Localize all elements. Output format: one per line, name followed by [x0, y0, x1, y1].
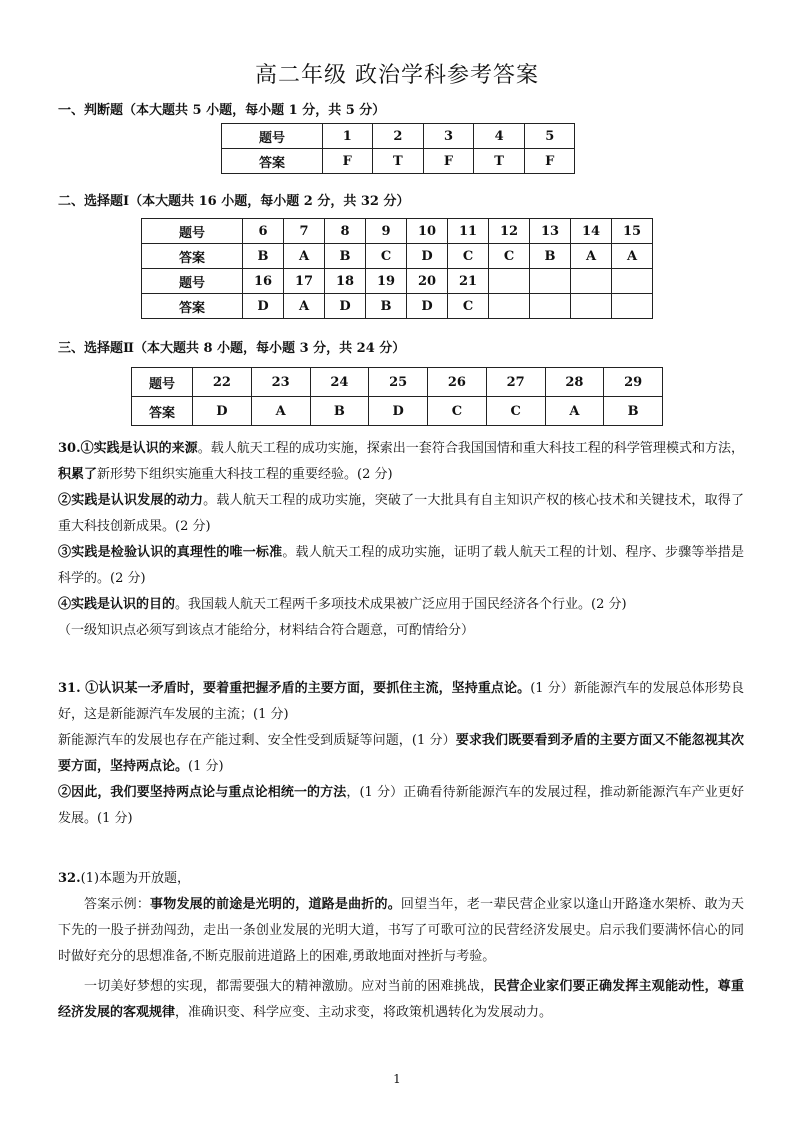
q30-point-1-text2: 新形势下组织实施重大科技工程的重要经验。(2 分) [97, 467, 393, 482]
empty-cell [530, 294, 571, 319]
answer-cell: D [325, 294, 366, 319]
q31-point-2-key: 要求我们既要看到矛盾的主要方面又不能忽视其次要方面，坚持两点论。 [58, 733, 744, 774]
page-title: 高二年级 政治学科参考答案 [255, 63, 539, 88]
question-number: 26 [428, 368, 487, 397]
q30-point-1 [58, 436, 744, 488]
row-label: 答案 [142, 294, 243, 319]
q30-point-1-key: 30.①实践是认识的来源 [58, 441, 198, 456]
answer-cell: F [525, 149, 575, 174]
empty-cell [612, 294, 653, 319]
q30-point-2-key: ②实践是认识发展的动力 [58, 493, 204, 508]
question-number: 22 [193, 368, 252, 397]
table-row [132, 397, 663, 426]
answer-cell: D [369, 397, 428, 426]
q30-point-1-key2: 积累了 [58, 467, 98, 482]
empty-cell [612, 269, 653, 294]
question-number: 5 [525, 124, 575, 149]
question-number: 17 [284, 269, 325, 294]
q31-point-3-key: ②因此，我们要坚持两点论与重点论相统一的方法 [58, 785, 347, 800]
answer-cell: C [448, 244, 489, 269]
q31-point-2-score: (1 分) [188, 759, 224, 774]
question-number: 10 [407, 219, 448, 244]
question-number: 2 [372, 124, 424, 149]
question-number: 23 [251, 368, 310, 397]
question-number: 21 [448, 269, 489, 294]
table-row [142, 244, 653, 269]
row-label: 答案 [142, 244, 243, 269]
empty-cell [489, 269, 530, 294]
section3-table [131, 367, 663, 426]
q31-point-3-text: ，(1 分）正确看待新能源汽车的发展过程，推动新能源汽车产业更好发展。(1 分) [58, 785, 744, 826]
question-number: 15 [612, 219, 653, 244]
question-number: 9 [366, 219, 407, 244]
q32-conclusion-text: 一切美好梦想的实现，都需要强大的精神激励。应对当前的困难挑战， [84, 979, 494, 994]
q32-example [58, 892, 744, 970]
table-row [142, 294, 653, 319]
answer-cell: D [407, 294, 448, 319]
answer-cell: C [486, 397, 545, 426]
q30-point-2-text: 。载人航天工程的成功实施，突破了一大批具有自主知识产权的核心技术和关键技术，取得了重大科技创新成果。(2 分) [58, 493, 744, 534]
answer-cell: B [310, 397, 369, 426]
answer-cell: A [545, 397, 604, 426]
question-number: 18 [325, 269, 366, 294]
answer-cell: C [428, 397, 487, 426]
table-row [142, 269, 653, 294]
q30-answer [58, 436, 744, 644]
answer-cell: B [530, 244, 571, 269]
section2-heading: 二、选择题Ⅰ（本大题共 16 小题，每小题 2 分，共 32 分） [58, 194, 410, 209]
question-number: 12 [489, 219, 530, 244]
q32-conclusion-key: 民营企业家们要正确发挥主观能动性，尊重经济发展的客观规律 [58, 979, 744, 1020]
q32-intro [58, 866, 744, 892]
question-number: 19 [366, 269, 407, 294]
answer-cell: A [284, 244, 325, 269]
answer-cell: C [448, 294, 489, 319]
q32-conclusion-text2: ，准确识变、科学应变、主动求变，将政策机遇转化为发展动力。 [175, 1005, 553, 1020]
q32-example-text: 回望当年，老一辈民营企业家以逢山开路逢水架桥、敢为天下先的一股子拼劲闯劲，走出一条创业发展的光明大道，书写了可歌可泣的民营经济发展史。启示我们要满怀信心的同时做好充分的思想准备,不断克服前进道路上的困难,勇敢地面对挫折与考验。 [58, 897, 744, 964]
q30-point-4-text: 。我国载人航天工程两千多项技术成果被广泛应用于国民经济各个行业。(2 分) [175, 597, 627, 612]
table-row [222, 149, 575, 174]
question-number: 16 [243, 269, 284, 294]
answer-cell: B [325, 244, 366, 269]
q30-note: （一级知识点必须写到该点才能给分，材料结合符合题意，可酌情给分） [58, 623, 475, 638]
answer-cell: C [489, 244, 530, 269]
question-number: 27 [486, 368, 545, 397]
question-number: 14 [571, 219, 612, 244]
q30-point-3-key: ③实践是检验认识的真理性的唯一标准 [58, 545, 283, 560]
table-row [132, 368, 663, 397]
row-label: 题号 [142, 269, 243, 294]
q31-point-1-key: 31. ①认识某一矛盾时，要着重把握矛盾的主要方面，要抓住主流，坚持重点论。 [58, 681, 531, 696]
question-number: 28 [545, 368, 604, 397]
row-label: 题号 [222, 124, 323, 149]
answer-cell: B [243, 244, 284, 269]
q31-point-2 [58, 728, 744, 780]
row-label: 题号 [132, 368, 193, 397]
row-label: 题号 [142, 219, 243, 244]
q32-example-key: 事物发展的前途是光明的，道路是曲折的。 [150, 897, 401, 912]
answer-cell: F [323, 149, 373, 174]
row-label: 答案 [132, 397, 193, 426]
q31-point-3 [58, 780, 744, 832]
q31-point-1 [58, 676, 744, 728]
answer-cell: T [372, 149, 424, 174]
answer-cell: B [604, 397, 663, 426]
answer-cell: D [407, 244, 448, 269]
answer-cell: T [473, 149, 525, 174]
empty-cell [489, 294, 530, 319]
q30-point-4-key: ④实践是认识的目的 [58, 597, 176, 612]
q30-point-2 [58, 488, 744, 540]
q31-answer [58, 676, 744, 832]
question-number: 7 [284, 219, 325, 244]
q32-example-label: 答案示例： [84, 897, 151, 912]
empty-cell [571, 269, 612, 294]
answer-cell: A [571, 244, 612, 269]
q31-point-2-text: 新能源汽车的发展也存在产能过剩、安全性受到质疑等问题，(1 分） [58, 733, 456, 748]
question-number: 6 [243, 219, 284, 244]
question-number: 29 [604, 368, 663, 397]
question-number: 20 [407, 269, 448, 294]
q32-number: 32. [58, 871, 81, 886]
section1-table [221, 123, 575, 174]
answer-cell: F [424, 149, 474, 174]
answer-cell: A [251, 397, 310, 426]
question-number: 25 [369, 368, 428, 397]
empty-cell [530, 269, 571, 294]
question-number: 24 [310, 368, 369, 397]
table-row [222, 124, 575, 149]
answer-cell: B [366, 294, 407, 319]
q32-answer [58, 866, 744, 1026]
section1-heading: 一、判断题（本大题共 5 小题，每小题 1 分，共 5 分） [58, 103, 386, 118]
answer-cell: A [284, 294, 325, 319]
question-number: 3 [424, 124, 474, 149]
question-number: 11 [448, 219, 489, 244]
q31-point-1-text: (1 分）新能源汽车的发展总体形势良好，这是新能源汽车发展的主流；(1 分) [58, 681, 744, 722]
q30-point-3 [58, 540, 744, 592]
page-number: 1 [393, 1072, 401, 1086]
question-number: 13 [530, 219, 571, 244]
q30-point-1-text: 。载人航天工程的成功实施，探索出一套符合我国国情和重大科技工程的科学管理模式和方法， [197, 441, 744, 456]
q30-point-4 [58, 592, 744, 618]
section2-table [141, 218, 653, 319]
question-number: 4 [473, 124, 525, 149]
question-number: 8 [325, 219, 366, 244]
answer-cell: A [612, 244, 653, 269]
section3-heading: 三、选择题Ⅱ（本大题共 8 小题，每小题 3 分，共 24 分） [58, 341, 406, 356]
answer-cell: C [366, 244, 407, 269]
question-number: 1 [323, 124, 373, 149]
row-label: 答案 [222, 149, 323, 174]
q30-point-3-text: 。载人航天工程的成功实施，证明了载人航天工程的计划、程序、步骤等举措是科学的。(2 分) [58, 545, 744, 586]
answer-cell: D [243, 294, 284, 319]
q32-intro-text: (1)本题为开放题， [80, 871, 191, 886]
table-row [142, 219, 653, 244]
empty-cell [571, 294, 612, 319]
answer-cell: D [193, 397, 252, 426]
q32-conclusion [58, 974, 744, 1026]
